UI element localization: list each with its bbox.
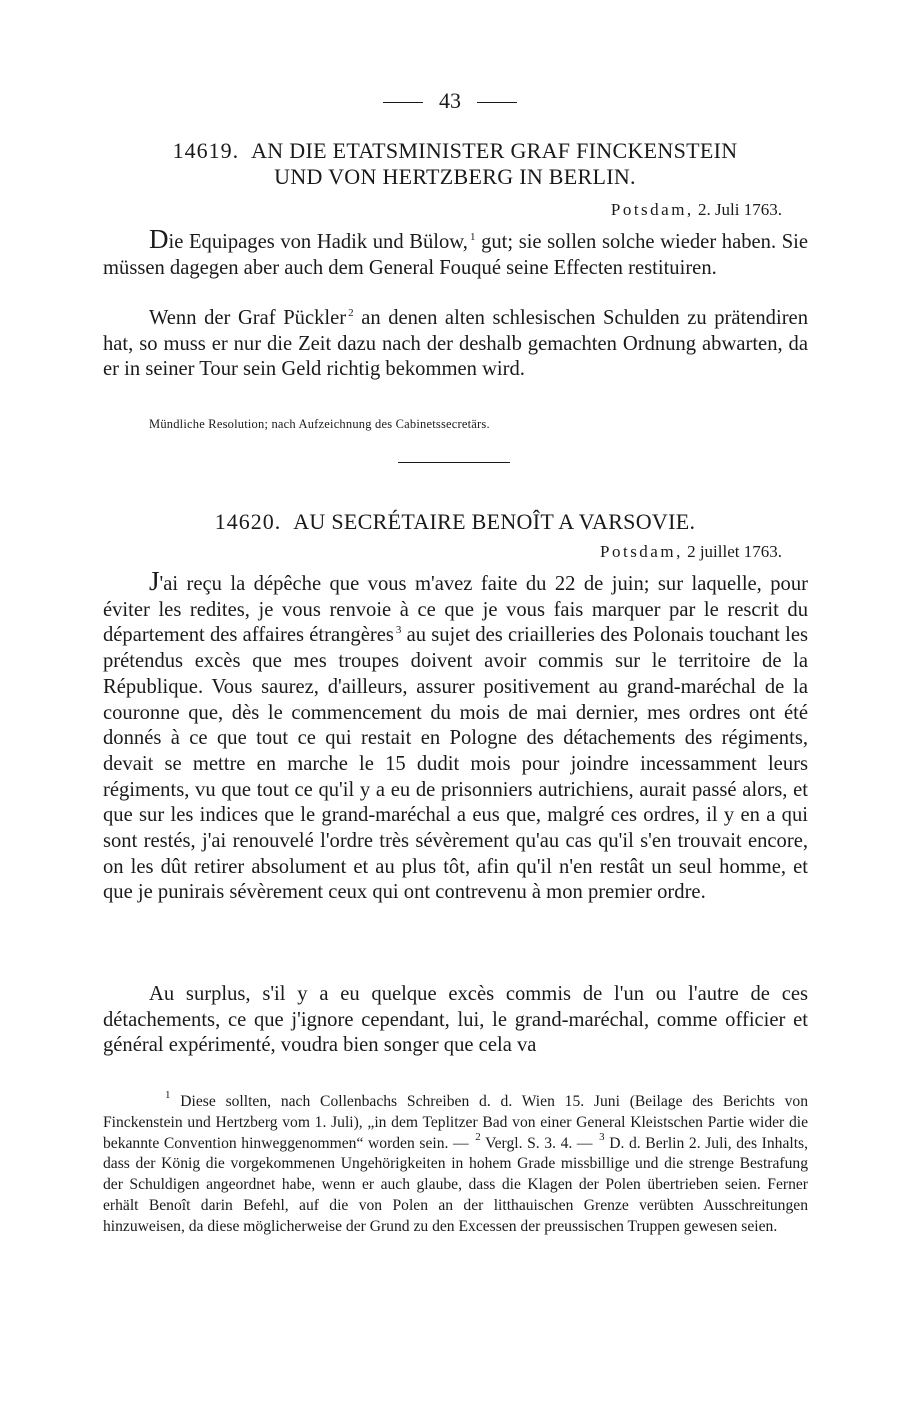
letter1-p2-text-b: an denen alten schlesischen Schulden zu prätendiren hat, so muss er nur die Zeit dazu nach der deshalb gemachten Ordnung abwarten, da er in seiner Tour sein Geld richtig bekommen wird. [103,307,808,381]
letter2-initial: J [149,566,160,596]
footnote-marker-3: 3 [395,624,402,637]
letter1-source-note: Mündliche Resolution; nach Aufzeichnung des Cabinetssecretärs. [149,417,490,431]
letter1-date: 2. Juli 1763. [697,200,782,219]
footnote-3-text: D. d. Berlin 2. Juli, des Inhalts, dass der König die vorgekommenen Ungehörigkeiten in hohem Grade missbillige und die strenge Bestrafung der Schuldigen angeordnet habe, wenn er auch glaube, dass die Klagen der Polen übertrieben seien. Ferner erhält Benoît darin Befehl, auf die von Polen an der litthauischen Grenze verübten Ausschreitungen hinzuweisen, da diese möglicherweise der Grund zu den Excessen der preussischen Truppen gewesen seien. [103,1134,809,1235]
letter1-title [100,138,810,164]
letter1-p1-text-b: gut; sie sollen solche wieder haben. Sie müssen dagegen aber auch dem General Fouqué seine Effecten restituiren. [103,231,809,279]
footnote-2-number: 2 [475,1130,481,1143]
footnote-1-text: Diese sollten, nach Collenbachs Schreiben d. d. Wien 15. Juni (Beilage des Berichts von Finckenstein und Hertzberg vom 1. Juli), „in dem Teplitzer Bad von einer General Kleistschen Partie wider die bekannte Convention hinweggenommen“ worden sein. — [103,1093,808,1152]
letter2-paragraph-2: Au surplus, s'il y a eu quelque excès commis de l'un ou l'autre de ces détachements, ce que j'ignore cependant, lui, le grand-maréchal, comme officier et général expérimenté, voudra bien songer que cela va [103,983,808,1057]
letter1-number: 14619. [172,138,240,163]
letter2-number: 14620. [214,509,282,534]
section-divider [398,462,510,463]
letter2-p1-text-b: au sujet des criailleries des Polonais touchant les prétendus excès que mes troupes doivent avoir commis sur le territoire de la République. Vous saurez, d'ailleurs, assurer positivement au grand-maréchal de la couronne que, dès le commencement du mois de mai dernier, mes ordres ont été donnés à ce que tout ce qui restait en Pologne des détachements des régiments, devait se mettre en marche le 15 dudit mois pour joindre incessamment leurs régiments, vu que tout ce qu'il y a eu de prisonniers autrichiens, aurait passé alors, et que sur les indices que le grand-maréchal a eus que, malgré ces ordres, il y en a qui sont restés, j'ai renouvelé l'ordre très sévèrement qu'au cas qu'il s'en trouvait encore, on les dût retirer absolument et au plus tôt, afin qu'il n'en restât un seul homme, et que je punirais sévèrement ceux qui ont contrevenu à mon premier ordre. [103,624,808,904]
letter1-dateline [100,200,782,220]
letter2-date: 2 juillet 1763. [687,542,782,561]
letter2-dateline [100,542,782,562]
footnote-marker-2: 2 [348,307,354,319]
footnote-3-number: 3 [599,1130,605,1143]
dash-right [477,102,517,103]
letter1-paragraph-2 [103,306,808,383]
letter1-paragraph-1 [103,226,808,281]
letter2-title-text: AU SECRÉTAIRE BENOÎT A VARSOVIE. [293,509,696,534]
letter2-place: Potsdam, [600,542,683,561]
letter1-place: Potsdam, [610,200,694,219]
letter1-p1-text-a: ie Equipages von Hadik und Bülow, [168,231,468,253]
page-number [0,88,900,114]
letter1-title-line2: UND VON HERTZBERG IN BERLIN. [274,164,636,189]
page-number-text: 43 [439,88,461,113]
letter1-title-line1: AN DIE ETATSMINISTER GRAF FINCKENSTEIN [251,138,738,163]
letter2-p1-text-a: 'ai reçu la dépêche que vous m'avez faite du 22 de juin; sur laquelle, pour éviter les redites, je vous renvoie à ce que je vous fais marquer par le rescrit du département des affaires étrangères [103,573,808,647]
footnote-marker-1: 1 [469,231,476,243]
letter1-initial: D [149,224,169,254]
footnote-2-text: Vergl. S. 3. 4. — [480,1134,598,1152]
footnotes [103,1089,809,1238]
letter2-paragraph-1 [103,568,808,906]
letter2-title [100,509,810,535]
dash-left [383,102,423,103]
letter1-p2-text-a: Wenn der Graf Pückler [149,307,347,329]
footnote-1-number: 1 [165,1089,171,1101]
